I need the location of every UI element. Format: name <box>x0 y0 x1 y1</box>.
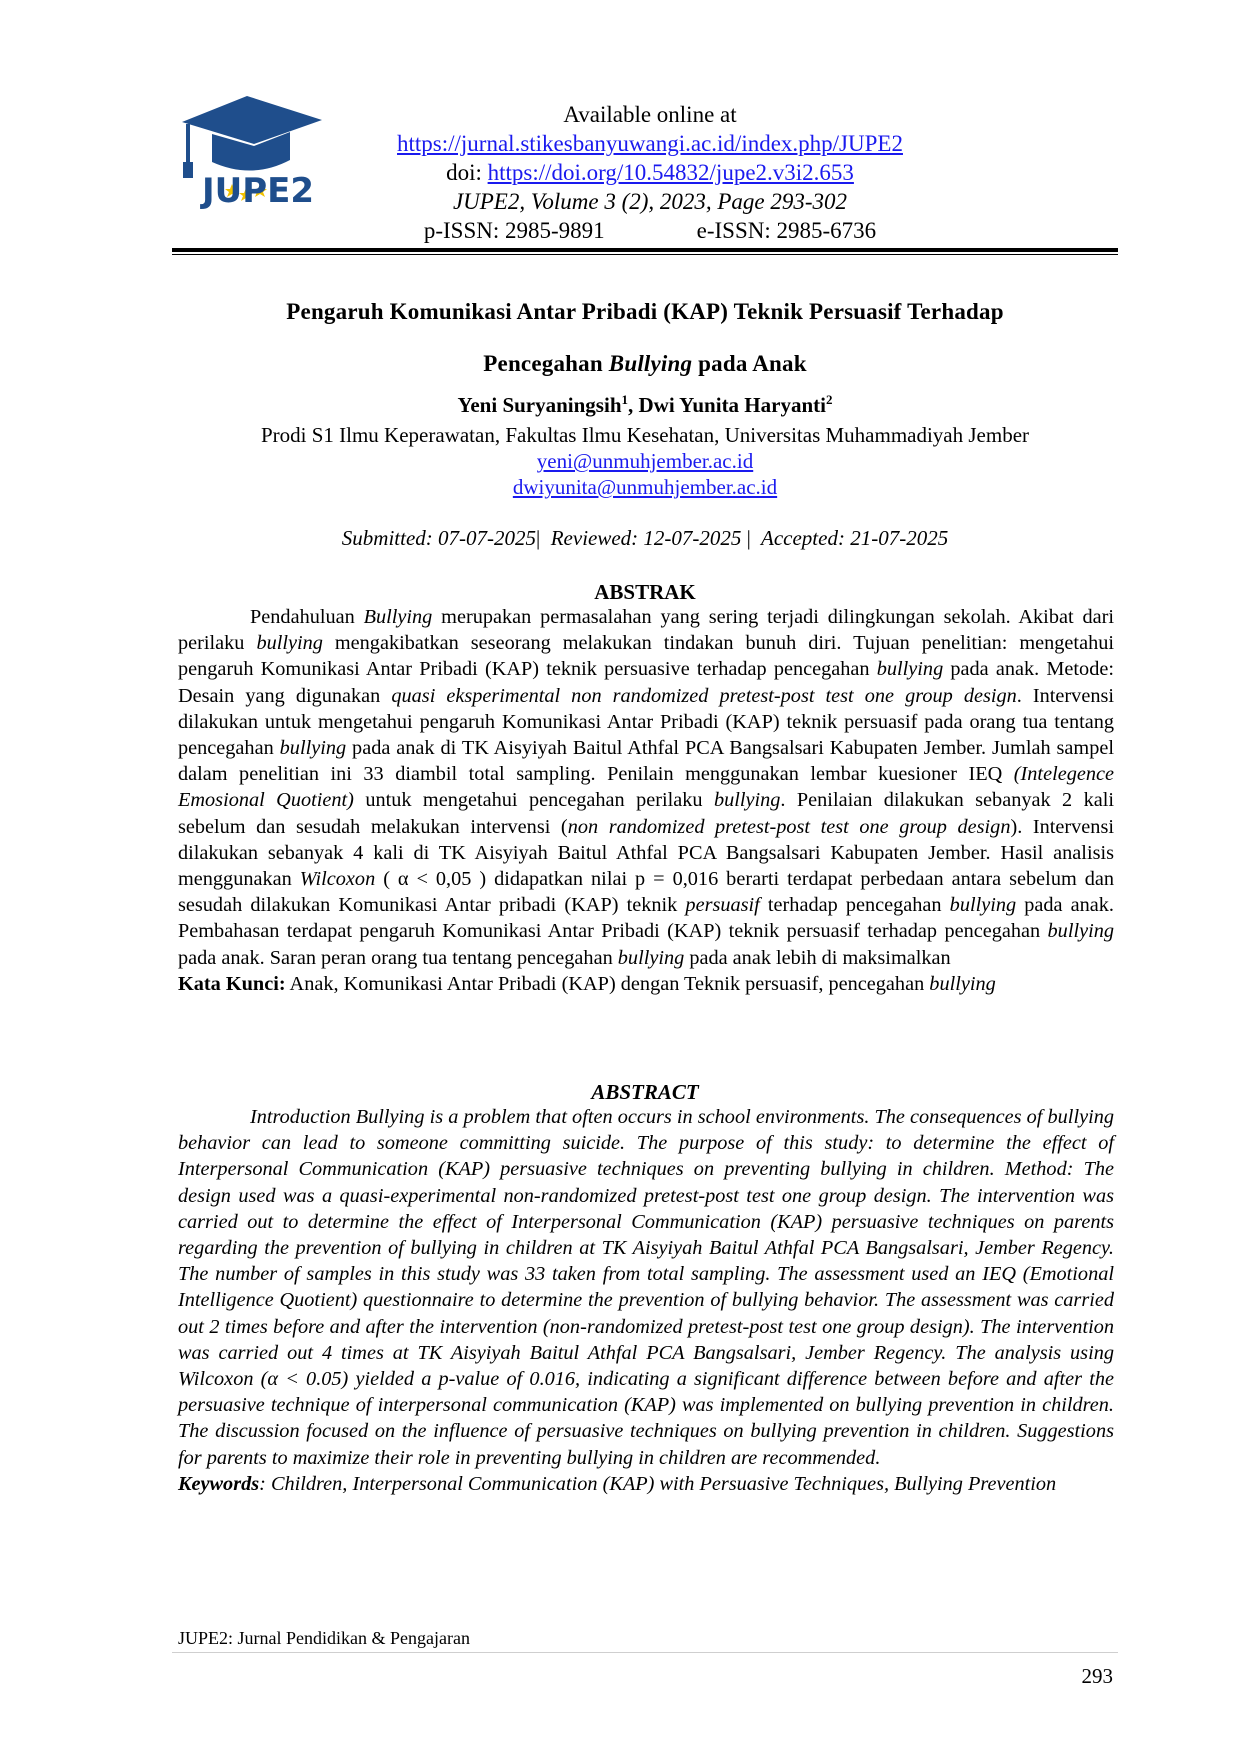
accepted-date: Accepted: 21-07-2025 <box>761 526 949 550</box>
available-online: Available online at <box>563 102 737 127</box>
svg-text:JUPE2: JUPE2 <box>202 171 315 211</box>
kata-kunci: Kata Kunci: Anak, Komunikasi Antar Pribadi (KAP) dengan Teknik persuasif, pencegahan bullying <box>178 972 996 995</box>
title-line-1: Pengaruh Komunikasi Antar Pribadi (KAP) Teknik Persuasif Terhadap <box>286 299 1004 324</box>
abstrak-body <box>178 604 1114 997</box>
title-line-2: Pencegahan Bullying pada Anak <box>483 351 807 376</box>
authors: Yeni Suryaningsih$^1$, Dwi Yunita Haryanti$^2$ <box>457 392 833 417</box>
affiliation: Prodi S1 Ilmu Keperawatan, Fakultas Ilmu Kesehatan, Universitas Muhammadiyah Jember <box>260 423 1030 447</box>
citation: JUPE2, Volume 3 (2), 2023, Page 293-302 <box>452 189 848 214</box>
keywords: Keywords: Children, Interpersonal Communication (KAP) with Persuasive Techniques, Bullying Prevention <box>178 1472 1057 1495</box>
doi-link[interactable]: https://doi.org/10.54832/jupe2.v3i2.653 <box>487 160 854 185</box>
abstract-paragraph: Introduction Bullying is a problem that often occurs in school environments. The consequences of bullying behavior can lead to someone committing suicide. The purpose of this study: to determine the effect of Interpersonal Communication (KAP) persuasive techniques on preventing bullying in children. Method: The design used was a quasi-experimental non-randomized pretest-post test one group design. The intervention was carried out to determine the effect of Interpersonal Communication (KAP) persuasive techniques on parents regarding the prevention of bullying in children at TK Aisyiyah Baitul Athfal PCA Bangsalsari, Jember Regency. The number of samples in this study was 33 taken from total sampling. The assessment used an IEQ (Emotional Intelligence Quotient) questionnaire to determine the prevention of bullying behavior. The assessment was carried out 2 times before and after the intervention (non-randomized pretest-post test one group design). The intervention was carried out 4 times at TK Aisyiyah Baitul Athfal PCA Bangsalsari, Jember Regency. The analysis using Wilcoxon (α < 0.05) yielded a p-value of 0.016, indicating a significant difference between before and after the persuasive technique of interpersonal communication (KAP) was implemented on bullying prevention in children. The discussion focused on the influence of persuasive techniques on bullying prevention in children. Suggestions for parents to maximize their role in preventing bullying in children are recommended. <box>178 1106 1114 1469</box>
journal-url-link[interactable]: https://jurnal.stikesbanyuwangi.ac.id/index.php/JUPE2 <box>397 131 903 156</box>
abstrak-paragraph: Pendahuluan Bullying merupakan permasalahan yang sering terjadi dilingkungan sekolah. Akibat dari perilaku bullying mengakibatkan seseorang melakukan tindakan bunuh diri. Tujuan penelitian: mengetahui pengaruh Komunikasi Antar Pribadi (KAP) teknik persuasive terhadap pencegahan bullying pada anak. Metode: Desain yang digunakan quasi eksperimental non randomized pretest-post test one group design. Intervensi dilakukan untuk mengetahui pengaruh Komunikasi Antar Pribadi (KAP) teknik persuasif pada orang tua tentang pencegahan bullying pada anak di TK Aisyiyah Baitul Athfal PCA Bangsalsari Kabupaten Jember. Jumlah sampel dalam penelitian ini 33 diambil total sampling. Penilain menggunakan lembar kuesioner IEQ (Intelegence Emosional Quotient) untuk mengetahui pencegahan perilaku bullying. Penilaian dilakukan sebanyak 2 kali sebelum dan sesudah melakukan intervensi (non randomized pretest-post test one group design). Intervensi dilakukan sebanyak 4 kali di TK Aisyiyah Baitul Athfal PCA Bangsalsari Kabupaten Jember. Hasil analisis menggunakan Wilcoxon ( α < 0,05 ) didapatkan nilai p = 0,016 berarti terdapat perbedaan antara sebelum dan sesudah dilakukan Komunikasi Antar pribadi (KAP) teknik persuasif terhadap pencegahan bullying pada anak. Pembahasan terdapat pengaruh Komunikasi Antar Pribadi (KAP) teknik persuasif terhadap pencegahan bullying pada anak. Saran peran orang tua tentang pencegahan bullying pada anak lebih di maksimalkan <box>178 606 1115 969</box>
author-2: Dwi Yunita Haryanti <box>638 393 826 417</box>
page-number: 293 <box>1081 1664 1113 1688</box>
submitted-date: Submitted: 07-07-2025 <box>341 526 537 550</box>
author-1: Yeni Suryaningsih <box>457 393 622 417</box>
email-2-link[interactable]: dwiyunita@unmuhjember.ac.id <box>512 475 778 499</box>
e-issn: e-ISSN: 2985-6736 <box>696 218 877 243</box>
article-title <box>172 286 1118 390</box>
footer-journal-name: JUPE2: Jurnal Pendidikan & Pengajaran <box>178 1628 470 1648</box>
abstract-heading: ABSTRACT <box>591 1080 699 1104</box>
p-issn: p-ISSN: 2985-9891 <box>423 218 605 243</box>
footer-rule <box>172 1652 1118 1653</box>
email-1-link[interactable]: yeni@unmuhjember.ac.id <box>536 449 754 473</box>
journal-header <box>290 100 1010 245</box>
abstrak-heading: ABSTRAK <box>594 580 696 604</box>
header-rule <box>172 248 1118 252</box>
header-rule-thin <box>172 254 1118 255</box>
submission-dates: Submitted: 07-07-2025| Reviewed: 12-07-2025 | Accepted: 21-07-2025 <box>341 526 949 550</box>
affiliation-block <box>172 422 1118 500</box>
doi-label: doi: <box>446 160 488 185</box>
abstract-body <box>178 1104 1114 1497</box>
reviewed-date: Reviewed: 12-07-2025 <box>550 526 742 550</box>
